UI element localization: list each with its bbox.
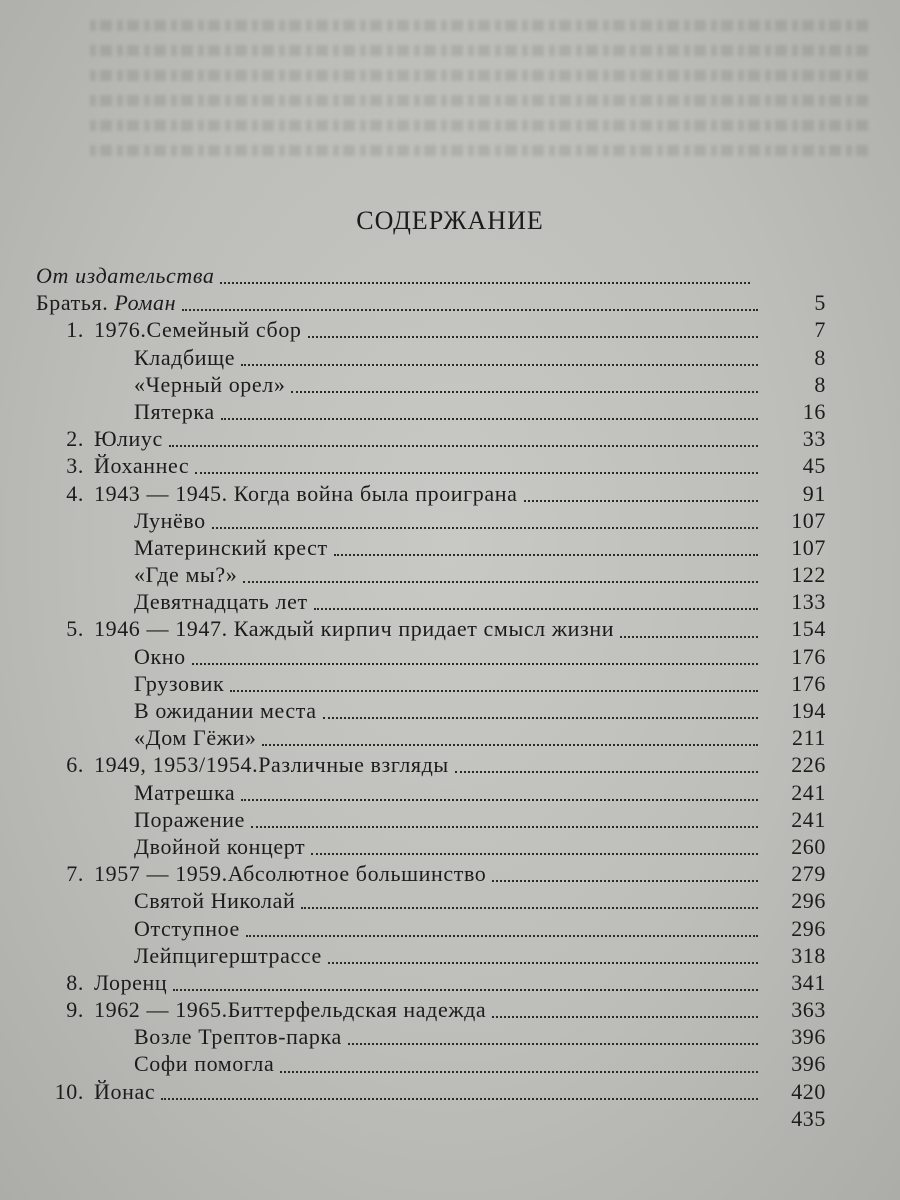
toc-entry-label [134, 534, 328, 561]
toc-entry-title: «Где мы?» [134, 562, 238, 588]
dot-leader [280, 1070, 758, 1073]
toc-entry-page-number: 341 [791, 969, 826, 995]
toc-entry-title: 1949, 1953/1954.Различные взгляды [94, 752, 449, 778]
toc-entry [36, 833, 826, 860]
dot-leader [524, 499, 758, 502]
toc-entry-page-number: 107 [791, 534, 826, 560]
toc-entry-label [36, 262, 214, 289]
toc-entry-title: 1962 — 1965.Биттерфельдская надежда [94, 997, 487, 1023]
toc-entry-page-number: 122 [791, 562, 826, 588]
toc-entry-label [134, 724, 256, 751]
toc-entry-page-number: 296 [791, 888, 826, 914]
dot-leader [334, 553, 758, 556]
toc-entry [36, 344, 826, 371]
toc-entry-page-number: 318 [791, 942, 826, 968]
dot-leader [246, 934, 758, 937]
toc-entry-title: Отступное [134, 915, 240, 941]
toc-entry-label [94, 425, 163, 452]
toc-entry-page-number: 260 [791, 833, 826, 859]
toc-entry-page-number: 241 [791, 779, 826, 805]
toc-entry-page-number: 241 [791, 806, 826, 832]
toc-entry-page-number: 176 [791, 670, 826, 696]
toc-entry-title: Возле Трептов-парка [134, 1024, 342, 1050]
toc-entry-label [134, 887, 295, 914]
dot-leader [455, 770, 758, 773]
toc-entry-title: 1946 — 1947. Каждый кирпич придает смысл жизни [94, 616, 615, 642]
toc-entry [36, 887, 826, 914]
toc-entry [36, 915, 826, 942]
dot-leader [192, 662, 758, 665]
toc-entry-title: Лейпцигерштрассе [134, 942, 322, 968]
toc-entry-title: Поражение [134, 806, 246, 832]
toc-entry-label [134, 1023, 342, 1050]
toc-entry-label [134, 915, 240, 942]
toc-entry-page-number: 435 [791, 1105, 826, 1131]
table-of-contents [36, 262, 826, 1132]
toc-entry-page-number: 5 [814, 290, 826, 316]
toc-entry-title: Йонас [94, 1078, 156, 1104]
toc-entry [36, 1105, 826, 1132]
dot-leader [492, 879, 758, 882]
toc-entry [36, 751, 826, 778]
toc-entry-label [134, 942, 322, 969]
toc-entry [36, 289, 826, 316]
toc-entry-label [134, 697, 317, 724]
toc-entry-title: Юлиус [94, 426, 163, 452]
dot-leader [311, 852, 758, 855]
dot-leader [212, 526, 758, 529]
toc-entry-page-number: 363 [791, 997, 826, 1023]
dot-leader [348, 1042, 758, 1045]
dot-leader [230, 689, 758, 692]
toc-entry-label [94, 316, 302, 343]
toc-entry [36, 561, 826, 588]
toc-entry-page-number: 211 [792, 725, 826, 751]
toc-entry-page-number: 16 [802, 398, 826, 424]
toc-entry [36, 316, 826, 343]
toc-entry-number: 4. [66, 480, 84, 506]
toc-entry-title: Материнский крест [134, 534, 328, 560]
toc-entry-title: Матрешка [134, 779, 236, 805]
dot-leader [243, 580, 758, 583]
toc-entry-page-number: 8 [814, 371, 826, 397]
toc-entry-label [94, 452, 189, 479]
toc-entry [36, 262, 826, 289]
toc-entry-label [134, 806, 245, 833]
toc-entry-page-number: 396 [791, 1024, 826, 1050]
toc-entry-page-number: 279 [791, 861, 826, 887]
toc-entry-title: «Черный орел» [134, 371, 286, 397]
toc-entry-page-number: 91 [802, 480, 826, 506]
toc-entry [36, 452, 826, 479]
toc-entry [36, 942, 826, 969]
toc-entry-title: Девятнадцать лет [134, 589, 308, 615]
toc-entry-label [94, 1078, 155, 1105]
toc-entry-label [134, 398, 215, 425]
toc-entry [36, 534, 826, 561]
toc-entry-page-number: 226 [791, 752, 826, 778]
toc-entry-label [94, 751, 449, 778]
dot-leader [220, 281, 750, 284]
toc-entry-label [94, 969, 167, 996]
dot-leader [620, 635, 758, 638]
dot-leader [221, 417, 758, 420]
toc-entry-label [134, 588, 308, 615]
toc-entry-title: 1976.Семейный сбор [94, 317, 302, 343]
toc-entry-page-number: 396 [791, 1051, 826, 1077]
toc-entry-page-number: 7 [814, 317, 826, 343]
dot-leader [323, 716, 758, 719]
dot-leader [182, 308, 758, 311]
dot-leader [161, 1097, 758, 1100]
toc-entry-label [134, 779, 235, 806]
toc-entry-number: 9. [66, 997, 84, 1023]
toc-entry-title: От издательства [36, 263, 215, 288]
toc-entry-number: 7. [66, 861, 84, 887]
toc-entry-title: Окно [134, 643, 186, 669]
toc-entry-label [134, 561, 237, 588]
toc-entry [36, 615, 826, 642]
toc-entry [36, 1023, 826, 1050]
toc-entry-number: 6. [66, 752, 84, 778]
toc-entry-title: «Дом Гёжи» [134, 725, 257, 751]
toc-entry [36, 724, 826, 751]
toc-entry-page-number: 45 [802, 453, 826, 479]
toc-entry-label [94, 615, 614, 642]
toc-entry [36, 969, 826, 996]
dot-leader [241, 798, 758, 801]
toc-entry-label [134, 507, 206, 534]
toc-entry [36, 996, 826, 1023]
toc-entry [36, 425, 826, 452]
toc-entry-number: 3. [66, 453, 84, 479]
page-title: СОДЕРЖАНИЕ [356, 206, 544, 235]
toc-entry [36, 697, 826, 724]
toc-entry-number: 2. [66, 426, 84, 452]
toc-entry-title: Братья. [36, 290, 115, 316]
toc-entry-page-number: 33 [802, 426, 826, 452]
dot-leader [169, 444, 758, 447]
toc-entry-page-number: 194 [791, 698, 826, 723]
dot-leader [492, 1015, 758, 1018]
dot-leader [241, 363, 758, 366]
toc-entry-subtitle: Роман [114, 290, 177, 316]
toc-entry-page-number: 107 [791, 507, 826, 533]
toc-entry-number: 10. [54, 1078, 84, 1104]
toc-entry-title: Кладбище [134, 344, 236, 370]
toc-entry-page-number: 296 [791, 915, 826, 941]
toc-entry [36, 480, 826, 507]
toc-entry-label [134, 833, 305, 860]
toc-entry-label [134, 670, 224, 697]
toc-entry [36, 806, 826, 833]
dot-leader [173, 988, 758, 991]
toc-entry-title: Йоханнес [94, 453, 190, 479]
toc-entry-title: 1943 — 1945. Когда война была проиграна [94, 480, 518, 506]
toc-entry [36, 398, 826, 425]
toc-entry-page-number: 420 [791, 1078, 826, 1104]
toc-entry-page-number: 8 [814, 344, 826, 370]
dot-leader [308, 335, 758, 338]
toc-entry-label [134, 344, 235, 371]
toc-entry [36, 643, 826, 670]
dot-leader [262, 743, 758, 746]
toc-entry [36, 1078, 826, 1105]
dot-leader [195, 471, 758, 474]
toc-entry [36, 588, 826, 615]
toc-entry [36, 670, 826, 697]
toc-entry-title: Пятерка [134, 398, 215, 424]
toc-entry-title: Двойной концерт [134, 833, 306, 859]
toc-entry-title: Лунёво [134, 507, 206, 533]
toc-entry-number: 8. [66, 969, 84, 995]
toc-entry-page-number: 154 [791, 616, 826, 642]
toc-entry-title: Грузовик [134, 670, 225, 696]
toc-entry [36, 1050, 826, 1077]
toc-entry-label [36, 289, 176, 316]
toc-entry-label [94, 860, 486, 887]
toc-entry-label [94, 996, 486, 1023]
toc-entry [36, 779, 826, 806]
toc-entry-page-number: 176 [791, 643, 826, 669]
toc-entry [36, 860, 826, 887]
toc-entry-label [134, 371, 285, 398]
toc-entry-title: В ожидании места [134, 698, 317, 723]
dot-leader [314, 607, 758, 610]
toc-entry-title: Софи помогла [134, 1051, 275, 1077]
toc-entry-label [94, 480, 518, 507]
toc-entry-title: Лоренц [94, 969, 168, 995]
toc-entry-title: Святой Николай [134, 888, 296, 914]
toc-entry-page-number: 133 [791, 589, 826, 615]
dot-leader [301, 906, 758, 909]
toc-entry-title: 1957 — 1959.Абсолютное большинство [94, 861, 487, 887]
dot-leader [291, 390, 758, 393]
show-through-text [90, 20, 870, 170]
toc-entry-number: 1. [66, 317, 84, 343]
toc-entry [36, 507, 826, 534]
toc-entry-label [134, 643, 186, 670]
toc-entry-number: 5. [66, 616, 84, 642]
dot-leader [328, 961, 758, 964]
toc-entry-label [134, 1050, 274, 1077]
dot-leader [251, 825, 758, 828]
toc-entry [36, 371, 826, 398]
